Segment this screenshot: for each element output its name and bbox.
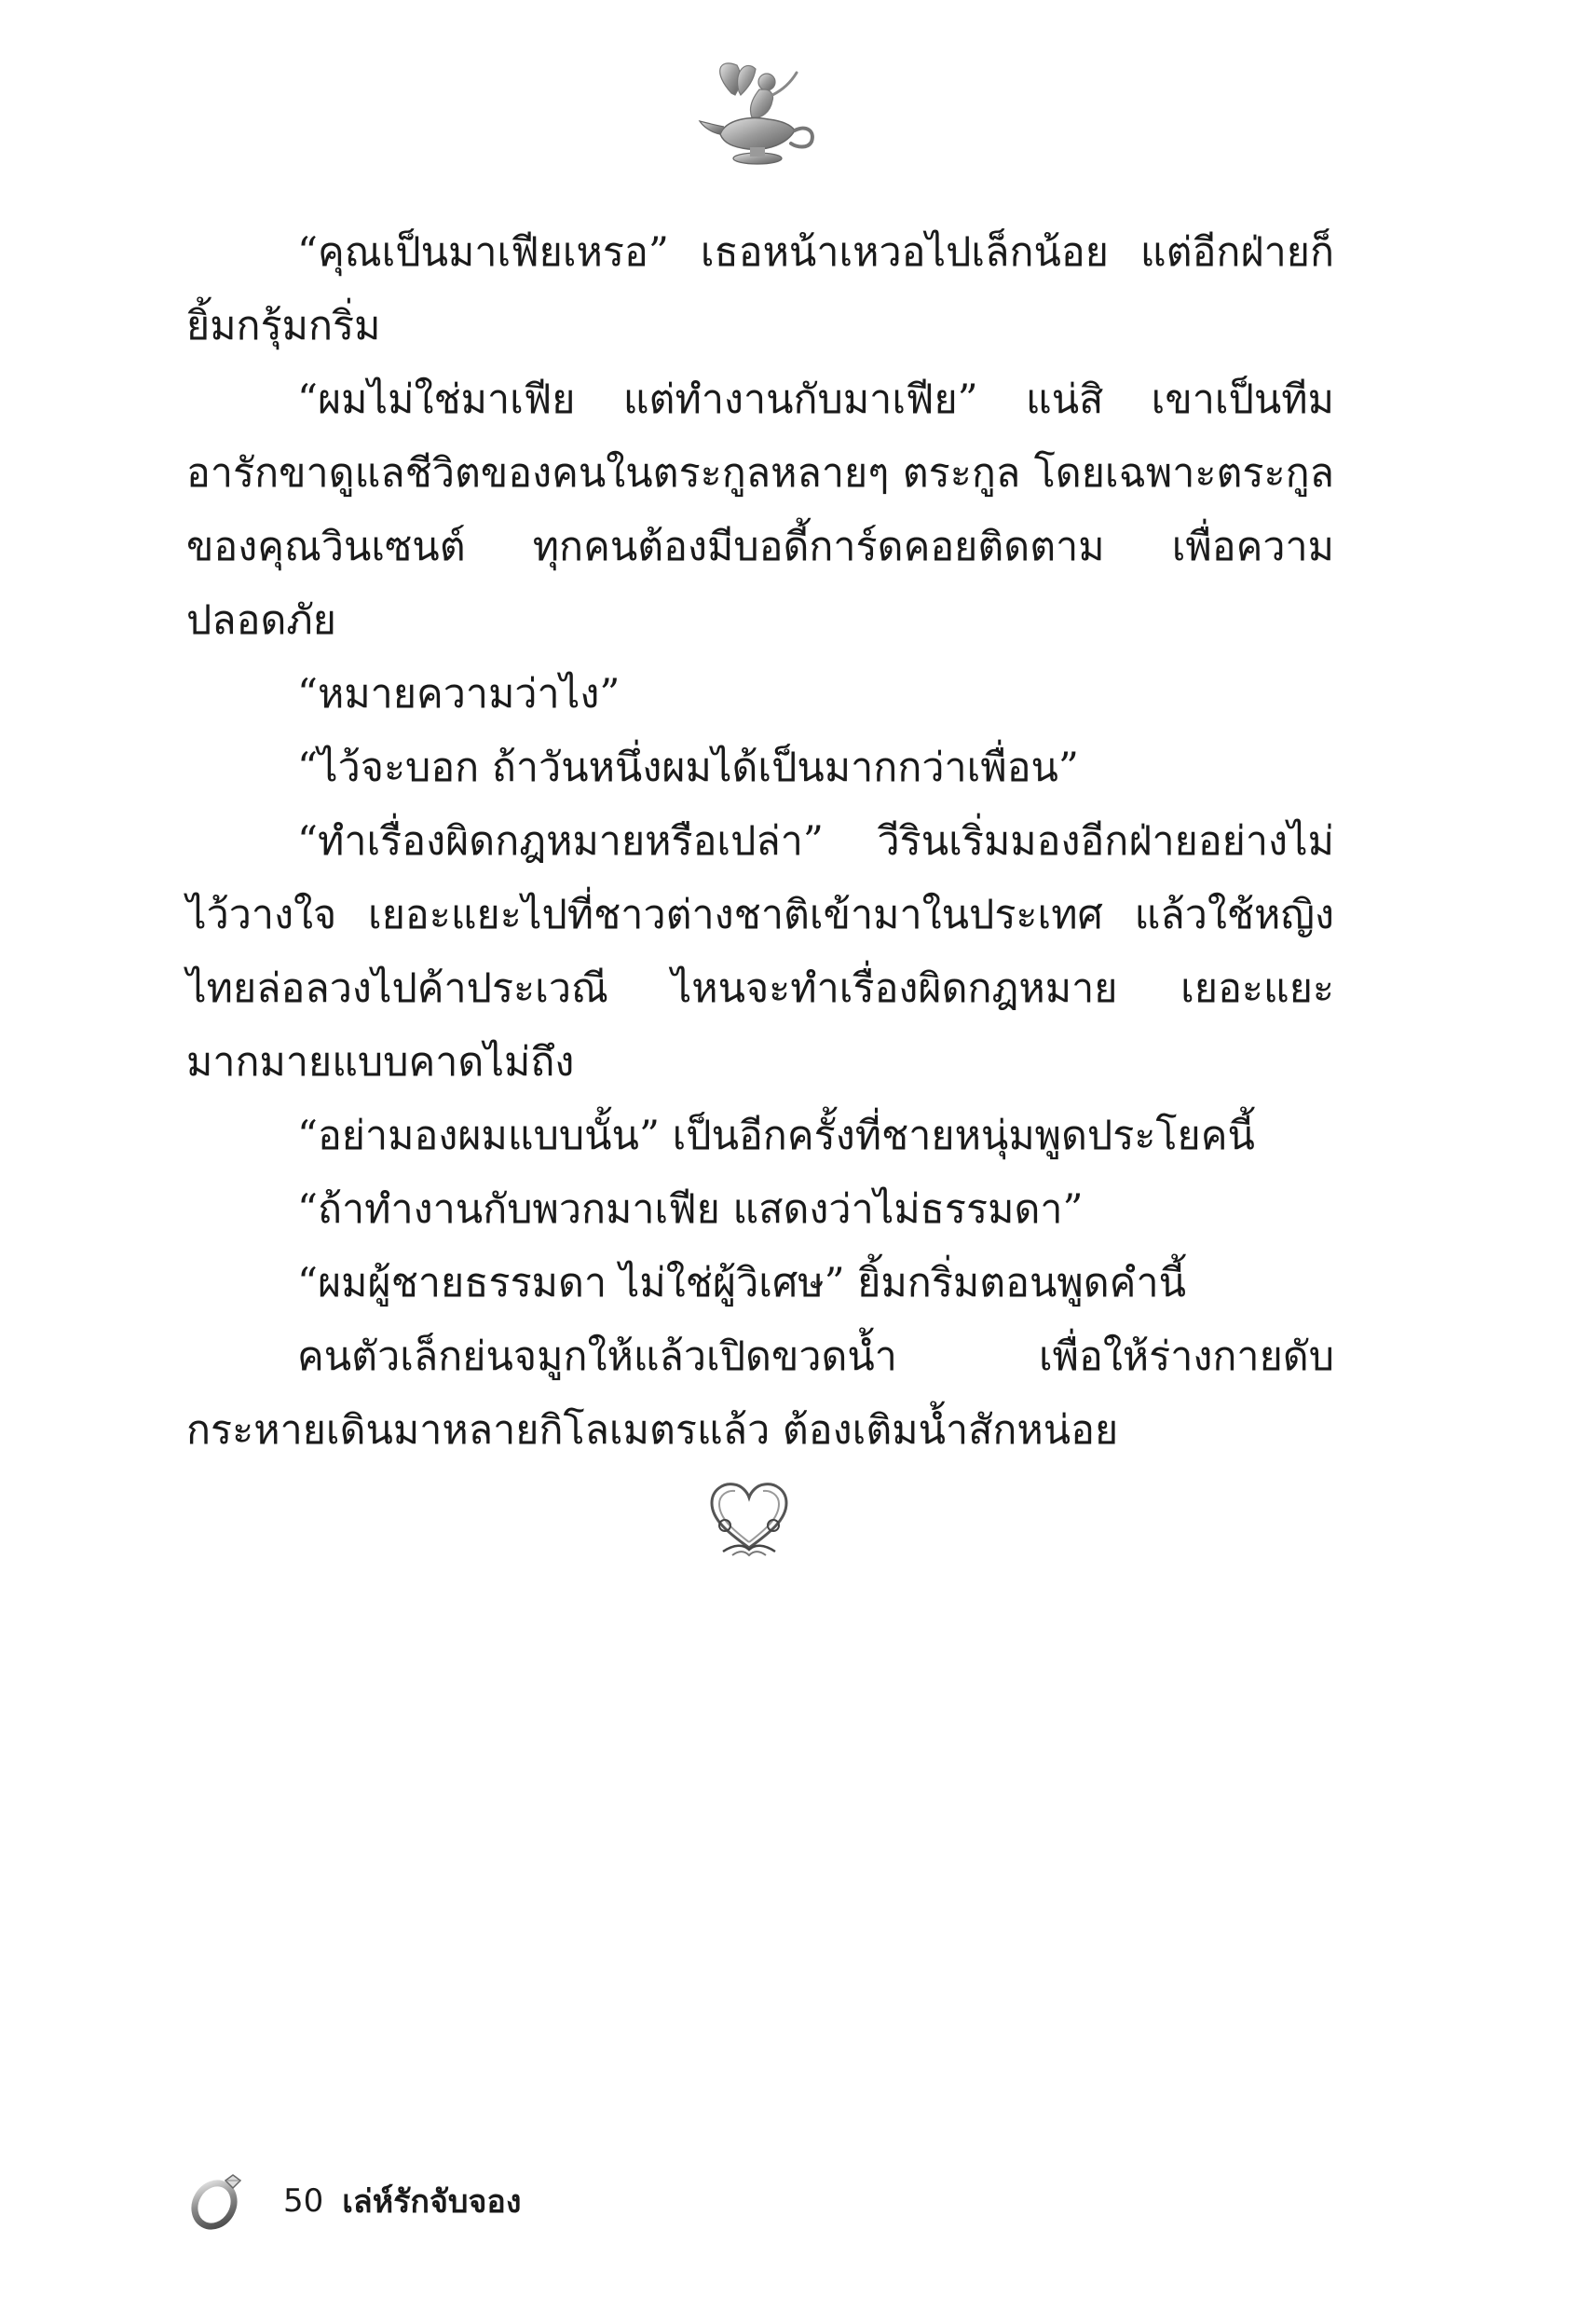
ring-icon	[186, 2171, 248, 2231]
page-number: 50	[283, 2182, 324, 2220]
page-footer	[186, 2171, 521, 2231]
heart-wreath-icon	[704, 1477, 794, 1561]
paragraph: “ทำเรื่องผิดกฎหมายหรือเปล่า” วีรินเริ่มมองอีกฝ่ายอย่างไม่ไว้วางใจ เยอะแยะไปที่ชาวต่างชาติเข้ามาในประเทศ แล้วใช้หญิงไทยล่อลวงไปค้าประเวณี ไหนจะทำเรื่องผิดกฎหมาย เยอะแยะมากมายแบบคาดไม่ถึง	[186, 818, 1334, 1086]
cupid-lamp-ornament-icon	[694, 54, 825, 175]
paragraph: “อย่ามองผมแบบนั้น” เป็นอีกครั้งที่ชายหนุ่มพูดประโยคนี้	[297, 1113, 1255, 1159]
book-title: เล่ห์รักจับจอง	[342, 2183, 522, 2221]
chapter-body-text	[186, 216, 1334, 1468]
paragraph: “ผมไม่ใช่มาเฟีย แต่ทำงานกับมาเฟีย” แน่สิ เขาเป็นทีมอารักขาดูแลชีวิตของคนในตระกูลหลายๆ ตระกูล โดยเฉพาะตระกูลของคุณวินเซนต์ ทุกคนต้องมีบอดี้การ์ดคอยติดตาม เพื่อความปลอดภัย	[186, 376, 1334, 644]
paragraph: “คุณเป็นมาเฟียเหรอ” เธอหน้าเหวอไปเล็กน้อย แต่อีกฝ่ายก็ยิ้มกรุ้มกริ่ม	[186, 229, 1334, 349]
paragraph: “ไว้จะบอก ถ้าวันหนึ่งผมได้เป็นมากกว่าเพื่อน”	[297, 745, 1079, 791]
paragraph: คนตัวเล็กย่นจมูกให้แล้วเปิดขวดน้ำ เพื่อให้ร่างกายดับกระหายเดินมาหลายกิโลเมตรแล้ว ต้องเติมน้ำสักหน่อย	[186, 1333, 1334, 1454]
paragraph: “ผมผู้ชายธรรมดา ไม่ใช่ผู้วิเศษ” ยิ้มกริ่มตอนพูดคำนี้	[297, 1260, 1186, 1306]
paragraph: “หมายความว่าไง”	[297, 671, 621, 718]
paragraph: “ถ้าทำงานกับพวกมาเฟีย แสดงว่าไม่ธรรมดา”	[297, 1186, 1084, 1233]
